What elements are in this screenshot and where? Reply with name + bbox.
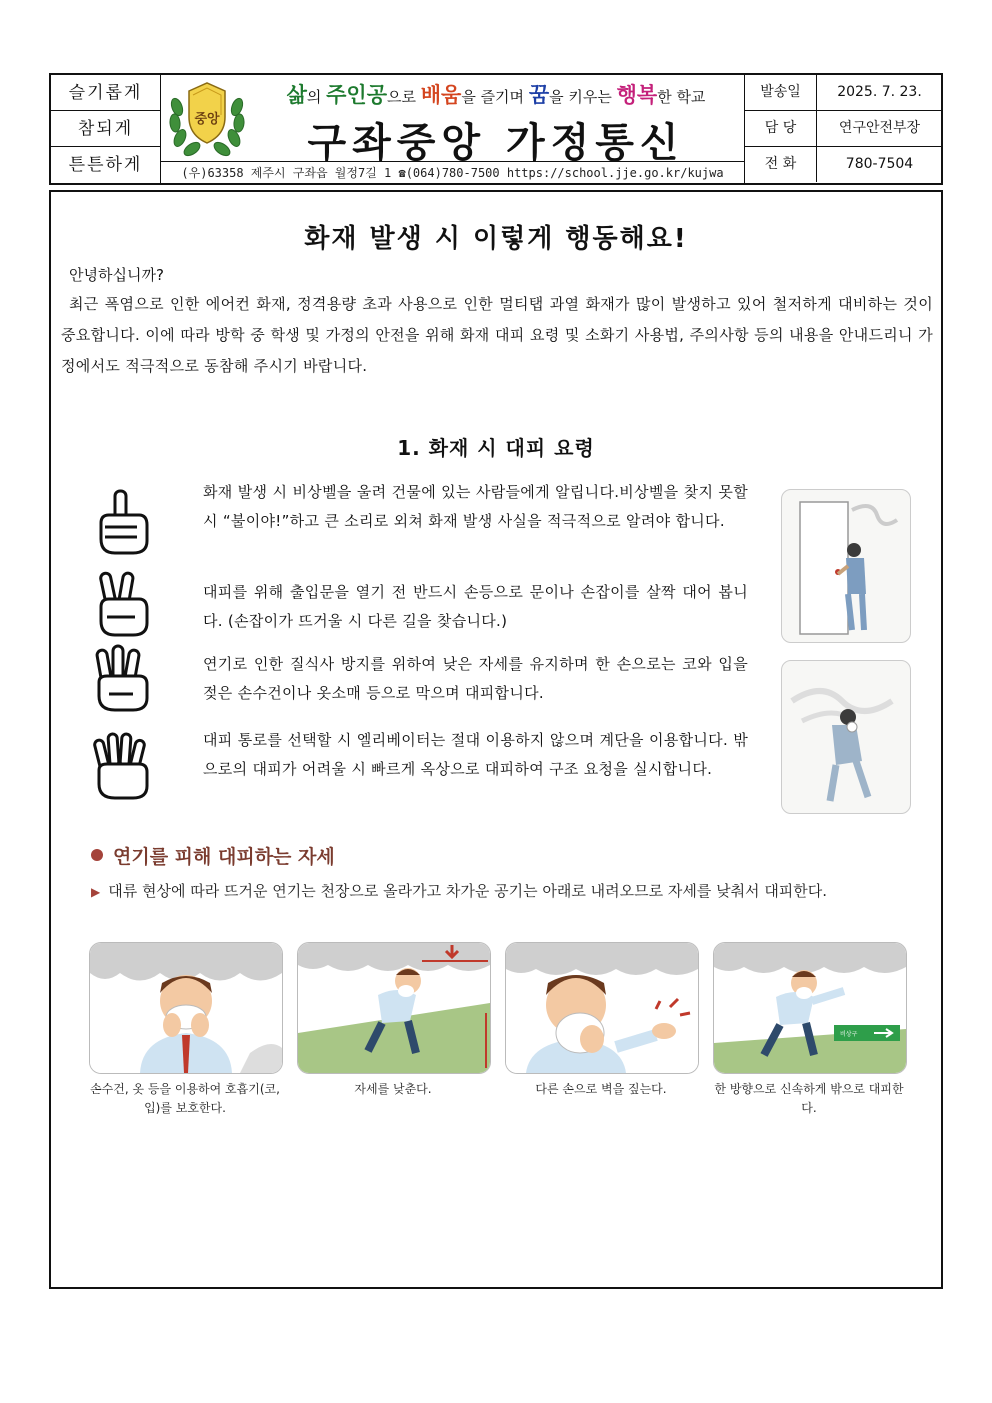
posture-heading-text: 연기를 피해 대피하는 자세 xyxy=(113,846,335,868)
door-handle-check-illustration xyxy=(781,489,911,643)
panel-cover-mouth xyxy=(89,942,283,1074)
step-3-text: 연기로 인한 질식사 방지를 위하여 낮은 자세를 유지하며 한 손으로는 코와 입을 젖은 손수건이나 옷소매 등으로 막으며 대피합니다. xyxy=(203,655,748,702)
step-2-text: 대피를 위해 출입문을 열기 전 반드시 손등으로 문이나 손잡이를 살짝 대어 봅니다. (손잡이가 뜨거울 시 다른 길을 찾습니다.) xyxy=(203,583,749,630)
panel-lower-posture xyxy=(297,942,491,1074)
panel-touch-wall xyxy=(505,942,699,1074)
slogan-text-3: 을 즐기며 xyxy=(461,88,529,106)
motto-3: 튼튼하게 xyxy=(68,155,143,175)
posture-description-text: 대류 현상에 따라 뜨거운 연기는 천장으로 올라가고 차가운 공기는 아래로 내려오므로 자세를 낮춰서 대피한다. xyxy=(108,882,828,900)
step-1-text: 화재 발생 시 비상벨을 울려 건물에 있는 사람들에게 알립니다.비상벨을 찾지 못할 시 “불이야!”하고 큰 소리로 외쳐 화재 발생 사실을 적극적으로 알려야 합니다. xyxy=(203,483,748,530)
meta-key: 발송일 xyxy=(745,75,817,110)
slogan-word-learning: 배움 xyxy=(420,83,462,107)
exit-sign-text: 비상구 xyxy=(840,1031,858,1038)
slogan-word-life: 삶 xyxy=(286,83,307,107)
header-center xyxy=(161,75,744,183)
slogan-text-4: 을 키우는 xyxy=(549,88,617,106)
low-crawl-illustration xyxy=(781,660,911,814)
newsletter-title: 구좌중앙 가정통신 xyxy=(307,120,685,166)
section-heading: 1. 화재 시 대피 요령 xyxy=(397,436,595,460)
caption-cover-mouth: 손수건, 옷 등을 이용하여 호흡기(코, 입)를 보호한다. xyxy=(90,1082,280,1115)
main-content xyxy=(49,190,943,1289)
bullet-dot-icon xyxy=(91,849,103,861)
meta-row-phone xyxy=(745,147,942,183)
slogan-word-dream: 꿈 xyxy=(528,83,550,107)
slogan-text-5: 한 학교 xyxy=(657,88,706,106)
meta-row-date xyxy=(745,75,942,111)
school-logo-icon xyxy=(167,77,247,159)
caption-exit-direction: 한 방향으로 신속하게 밖으로 대피한다. xyxy=(714,1082,904,1115)
meta-key: 전 화 xyxy=(745,147,817,182)
school-mottos xyxy=(51,75,161,183)
hand-three-icon xyxy=(93,644,155,714)
posture-description xyxy=(91,880,921,904)
meta-value: 780-7504 xyxy=(845,156,914,172)
meta-value: 2025. 7. 23. xyxy=(837,84,922,100)
slogan-word-protagonist: 주인공 xyxy=(326,83,387,107)
slogan-word-happiness: 행복 xyxy=(616,83,658,107)
newsletter-header xyxy=(49,73,943,185)
hand-two-icon xyxy=(93,569,155,639)
motto-1: 슬기롭게 xyxy=(51,75,160,111)
slogan-text-2: 으로 xyxy=(386,88,421,106)
caption-touch-wall: 다른 손으로 벽을 짚는다. xyxy=(535,1082,667,1096)
panel-exit-direction xyxy=(713,942,907,1074)
hand-one-icon xyxy=(93,487,155,557)
greeting: 안녕하십니까? xyxy=(69,266,164,284)
motto-2: 참되게 xyxy=(51,111,160,147)
school-slogan xyxy=(251,79,741,109)
meta-row-manager xyxy=(745,111,942,147)
school-address: (우)63358 제주시 구좌읍 월정7길 1 ☎(064)780-7500 https://school.jje.go.kr/kujwa xyxy=(161,161,744,184)
triangle-right-icon: ▶ xyxy=(91,885,101,899)
page-title: 화재 발생 시 이렇게 행동해요! xyxy=(304,224,688,254)
intro-paragraph: 최근 폭염으로 인한 에어컨 화재, 정격용량 초과 사용으로 인한 멀티탭 과열 화재가 많이 발생하고 있어 철저하게 대비하는 것이 중요합니다. 이에 따라 방학 중 학생 및 가정의 안전을 위해 화재 대피 요령 및 소화기 사용법, 주의사항 등의 내용을 안내드리니 가정에서도 적극적으로 동참해 주시기 바랍니다. xyxy=(61,295,933,375)
caption-lower-posture: 자세를 낮춘다. xyxy=(354,1082,432,1096)
issue-meta xyxy=(744,75,942,183)
slogan-text-1: 의 xyxy=(306,88,327,106)
hand-four-icon xyxy=(93,732,155,802)
posture-heading xyxy=(91,842,335,869)
meta-value: 연구안전부장 xyxy=(838,120,921,136)
step-4-text: 대피 통로를 선택할 시 엘리베이터는 절대 이용하지 않으며 계단을 이용합니다. 밖으로의 대피가 어려울 시 빠르게 옥상으로 대피하여 구조 요청을 실시합니다. xyxy=(203,731,748,778)
logo-text: 중앙 xyxy=(194,112,220,127)
meta-key: 담 당 xyxy=(745,111,817,146)
